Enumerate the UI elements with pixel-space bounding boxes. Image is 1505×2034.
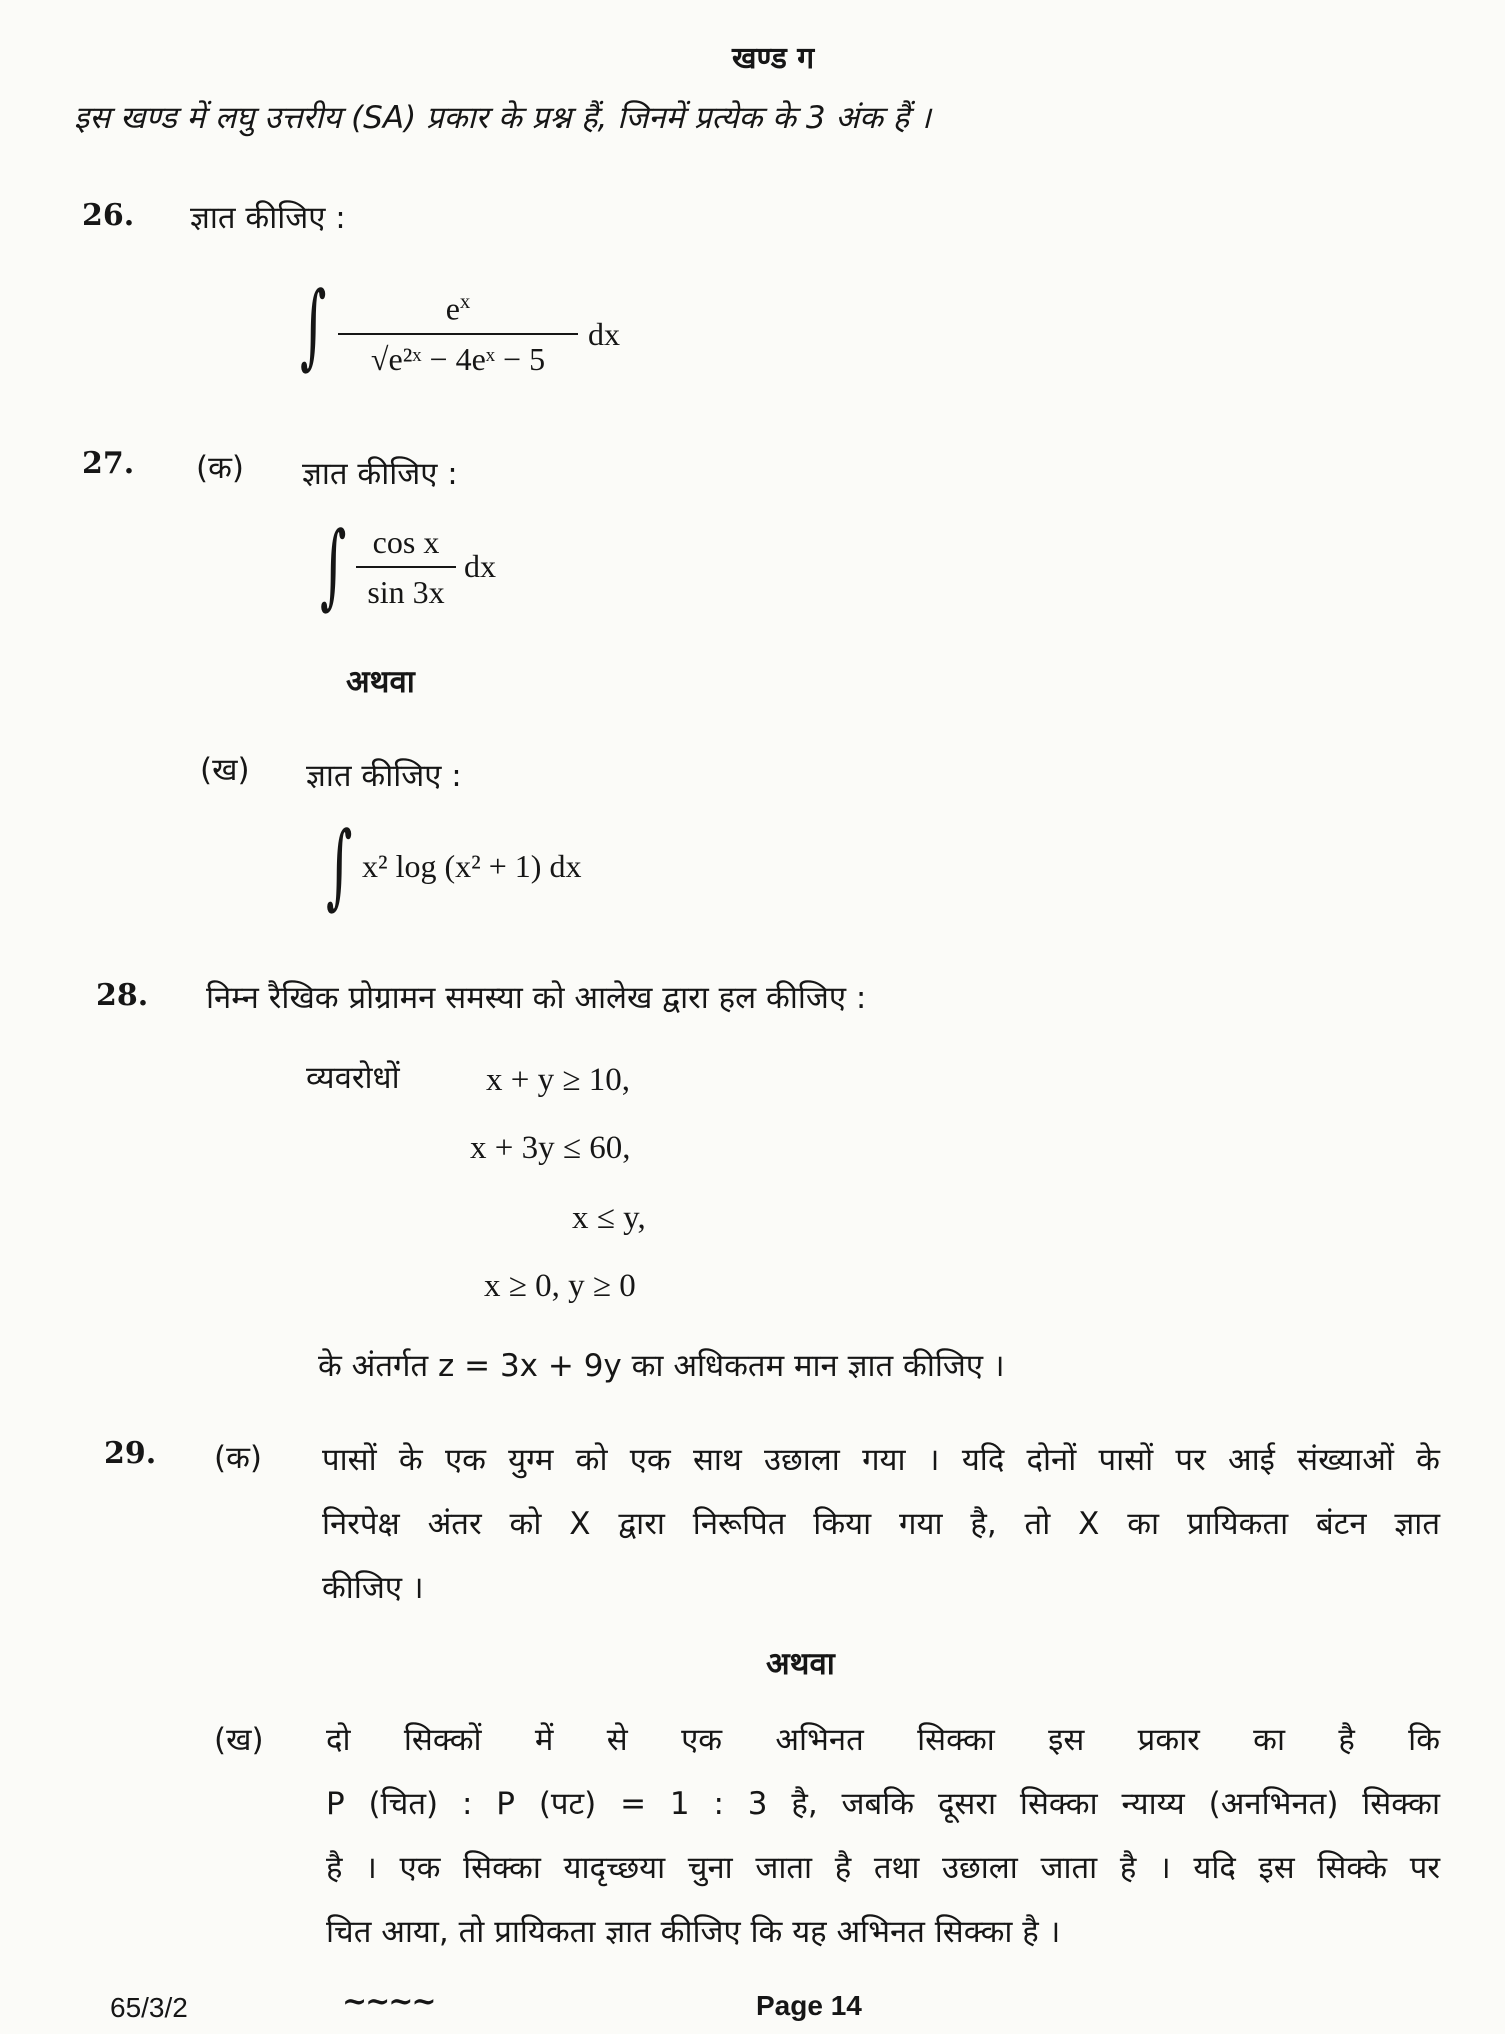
page-number: Page 14 [756, 1990, 862, 2021]
question-prompt: निम्न रैखिक प्रोग्रामन समस्या को आलेख द्वारा हल कीजिए : [206, 980, 867, 1016]
integral-sign: ∫ [326, 812, 353, 919]
or-separator: अथवा [346, 664, 415, 700]
option-label: (ख) [200, 752, 250, 788]
fraction [356, 522, 456, 612]
paragraph-line: चित आया, तो प्रायिकता ज्ञात कीजिए कि यह अभिनत सिक्का है । [326, 1914, 1061, 1950]
fraction-bar [356, 566, 456, 568]
paragraph-line: P (चित) : P (पट) = 1 : 3 है, जबकि दूसरा सिक्का न्याय्य (अनभिनत) सिक्का [326, 1786, 1440, 1822]
fraction [338, 282, 578, 379]
numerator: $e^x$ [445, 290, 471, 327]
question-prompt: ज्ञात कीजिए : [302, 456, 458, 492]
section-instruction: इस खण्ड में लघु उत्तरीय (SA) प्रकार के प्रश्न हैं, जिनमें प्रत्येक के 3 अंक हैं । [74, 100, 931, 136]
paragraph-line: पासों के एक युग्म को एक साथ उछाला गया । यदि दोनों पासों पर आई संख्याओं के [322, 1442, 1440, 1478]
paragraph-line: निरपेक्ष अंतर को X द्वारा निरूपित किया गया है, तो X का प्रायिकता बंटन ज्ञात [322, 1506, 1440, 1542]
question-paragraph [322, 1428, 1440, 1620]
paragraph-line: है । एक सिक्का यादृच्छया चुना जाता है तथा उछाला जाता है । यदि इस सिक्के पर [326, 1850, 1440, 1886]
numerator: cos x [372, 524, 440, 560]
objective-text: के अंतर्गत z = 3x + 9y का अधिकतम मान ज्ञात कीजिए । [318, 1348, 1005, 1384]
question-prompt: ज्ञात कीजिए : [190, 200, 346, 236]
integral-sign: ∫ [320, 512, 347, 619]
paper-code: 65/3/2 [110, 1992, 188, 2023]
denominator: sin 3x [367, 574, 445, 610]
constraint: x ≥ 0, y ≥ 0 [484, 1268, 636, 1304]
option-label: (क) [196, 450, 244, 486]
footer-ornament: ~~~~ [342, 1984, 435, 2019]
differential: dx [464, 548, 496, 584]
option-label: (ख) [214, 1722, 264, 1758]
question-number: 27. [82, 446, 135, 481]
question-paragraph [326, 1708, 1440, 1964]
paragraph-line: कीजिए । [322, 1570, 424, 1606]
denominator: √e²ˣ − 4eˣ − 5 [370, 340, 546, 377]
question-number: 26. [82, 198, 135, 233]
differential: dx [588, 316, 620, 352]
option-label: (क) [214, 1440, 262, 1476]
constraint: x + y ≥ 10, [486, 1062, 630, 1098]
constraints-label: व्यवरोधों [306, 1060, 400, 1096]
section-title: खण्ड ग [732, 41, 815, 76]
integrand: x² log (x² + 1) dx [362, 848, 582, 884]
constraint: x ≤ y, [572, 1200, 646, 1236]
question-number: 29. [104, 1436, 157, 1471]
integral-sign: ∫ [300, 272, 327, 379]
constraint: x + 3y ≤ 60, [470, 1130, 631, 1166]
question-number: 28. [96, 978, 149, 1013]
or-separator: अथवा [766, 1646, 835, 1682]
fraction-bar [338, 333, 578, 335]
paragraph-line: दो सिक्कों में से एक अभिनत सिक्का इस प्रकार का है कि [326, 1722, 1440, 1758]
question-prompt: ज्ञात कीजिए : [306, 758, 462, 794]
